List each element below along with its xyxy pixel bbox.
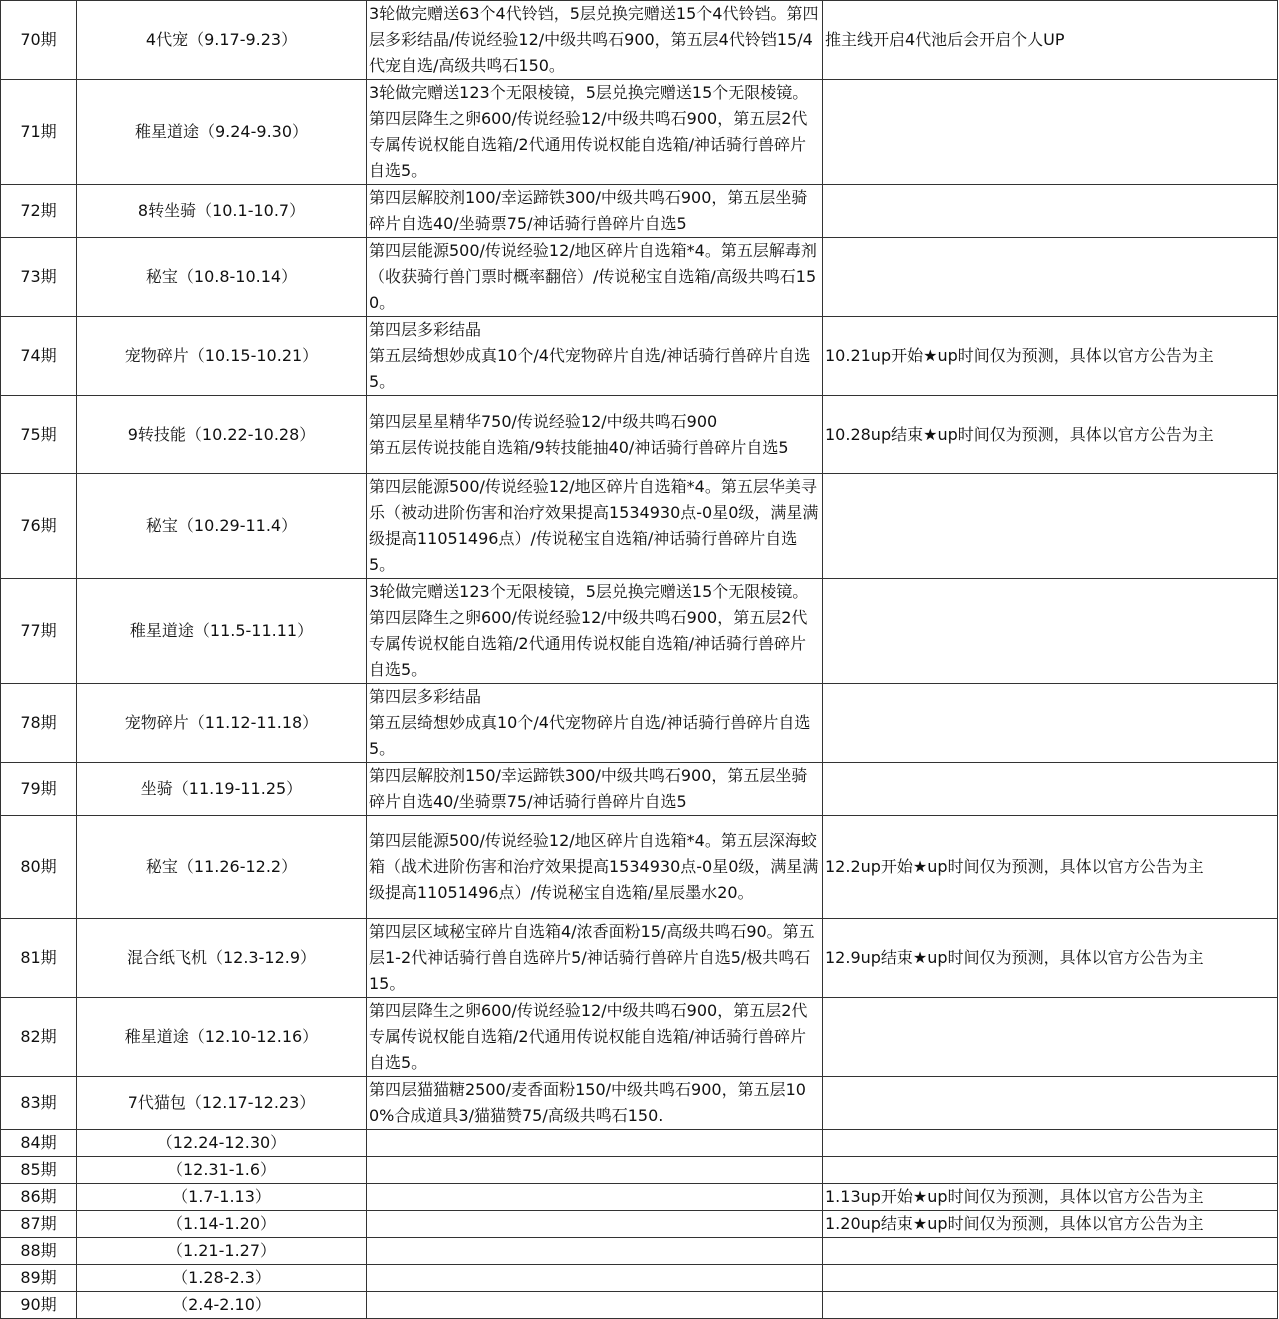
note-cell: 10.28up结束★up时间仅为预测，具体以官方公告为主 xyxy=(823,396,1278,474)
period-cell: 81期 xyxy=(1,919,77,998)
rewards-cell xyxy=(367,1211,823,1238)
rewards-cell xyxy=(367,684,823,763)
rewards-cell xyxy=(367,1265,823,1292)
table-row xyxy=(1,238,1278,317)
period-cell: 74期 xyxy=(1,317,77,396)
note-cell xyxy=(823,1265,1278,1292)
reward-line: 第四层猫猫糖2500/麦香面粉150/中级共鸣石900，第五层100%合成道具3/猫猫赞75/高级共鸣石150. xyxy=(369,1080,806,1125)
rewards-cell xyxy=(367,998,823,1077)
rewards-cell xyxy=(367,317,823,396)
period-cell: 77期 xyxy=(1,579,77,684)
note-cell: 推主线开启4代池后会开启个人UP xyxy=(823,1,1278,80)
reward-line: 第五层传说技能自选箱/9转技能抽40/神话骑行兽碎片自选5 xyxy=(369,437,789,457)
event-cell: 宠物碎片（11.12-11.18） xyxy=(77,684,367,763)
note-cell: 12.9up结束★up时间仅为预测，具体以官方公告为主 xyxy=(823,919,1278,998)
event-cell: （1.28-2.3） xyxy=(77,1265,367,1292)
rewards-cell xyxy=(367,579,823,684)
event-cell: （1.7-1.13） xyxy=(77,1184,367,1211)
table-row xyxy=(1,763,1278,816)
table-row xyxy=(1,1184,1278,1211)
event-cell: 秘宝（10.8-10.14） xyxy=(77,238,367,317)
event-cell: 稚星道途（11.5-11.11） xyxy=(77,579,367,684)
note-cell xyxy=(823,238,1278,317)
period-cell: 78期 xyxy=(1,684,77,763)
rewards-cell xyxy=(367,1292,823,1319)
event-cell: （12.24-12.30） xyxy=(77,1130,367,1157)
reward-line: 第五层绮想妙成真10个/4代宠物碎片自选/神话骑行兽碎片自选5。 xyxy=(369,346,811,391)
event-cell: 秘宝（10.29-11.4） xyxy=(77,474,367,579)
reward-line: 第四层降生之卵600/传说经验12/中级共鸣石900，第五层2代专属传说权能自选箱/2代通用传说权能自选箱/神话骑行兽碎片自选5。 xyxy=(369,1001,808,1072)
note-cell xyxy=(823,474,1278,579)
event-cell: 宠物碎片（10.15-10.21） xyxy=(77,317,367,396)
rewards-cell xyxy=(367,1130,823,1157)
rewards-cell xyxy=(367,185,823,238)
period-cell: 70期 xyxy=(1,1,77,80)
table-row xyxy=(1,919,1278,998)
table-row xyxy=(1,998,1278,1077)
reward-line: 第五层绮想妙成真10个/4代宠物碎片自选/神话骑行兽碎片自选5。 xyxy=(369,713,811,758)
table-row xyxy=(1,1130,1278,1157)
rewards-cell xyxy=(367,1157,823,1184)
note-cell xyxy=(823,1157,1278,1184)
note-cell xyxy=(823,1130,1278,1157)
table-row xyxy=(1,1265,1278,1292)
note-cell xyxy=(823,185,1278,238)
reward-line: 3轮做完赠送123个无限棱镜，5层兑换完赠送15个无限棱镜。第四层降生之卵600/传说经验12/中级共鸣石900，第五层2代专属传说权能自选箱/2代通用传说权能自选箱/神话骑行兽碎片自选5。 xyxy=(369,83,809,180)
reward-line: 第四层星星精华750/传说经验12/中级共鸣石900 xyxy=(369,411,718,431)
note-cell xyxy=(823,1292,1278,1319)
table-row xyxy=(1,317,1278,396)
event-cell: 秘宝（11.26-12.2） xyxy=(77,816,367,919)
reward-line: 3轮做完赠送63个4代铃铛，5层兑换完赠送15个4代铃铛。第四层多彩结晶/传说经验12/中级共鸣石900，第五层4代铃铛15/4代宠自选/高级共鸣石150。 xyxy=(369,4,819,75)
note-cell: 12.2up开始★up时间仅为预测，具体以官方公告为主 xyxy=(823,816,1278,919)
rewards-cell xyxy=(367,80,823,185)
event-cell: （12.31-1.6） xyxy=(77,1157,367,1184)
note-cell: 1.20up结束★up时间仅为预测，具体以官方公告为主 xyxy=(823,1211,1278,1238)
event-cell: （1.14-1.20） xyxy=(77,1211,367,1238)
event-cell: 稚星道途（12.10-12.16） xyxy=(77,998,367,1077)
event-cell: 7代猫包（12.17-12.23） xyxy=(77,1077,367,1130)
table-row xyxy=(1,1238,1278,1265)
period-cell: 85期 xyxy=(1,1157,77,1184)
rewards-cell xyxy=(367,1077,823,1130)
rewards-cell xyxy=(367,816,823,919)
period-cell: 72期 xyxy=(1,185,77,238)
table-row xyxy=(1,1157,1278,1184)
period-cell: 79期 xyxy=(1,763,77,816)
event-cell: 4代宠（9.17-9.23） xyxy=(77,1,367,80)
event-cell: 坐骑（11.19-11.25） xyxy=(77,763,367,816)
reward-line: 3轮做完赠送123个无限棱镜，5层兑换完赠送15个无限棱镜。第四层降生之卵600/传说经验12/中级共鸣石900，第五层2代专属传说权能自选箱/2代通用传说权能自选箱/神话骑行兽碎片自选5。 xyxy=(369,582,809,679)
period-cell: 75期 xyxy=(1,396,77,474)
reward-line: 第四层能源500/传说经验12/地区碎片自选箱*4。第五层解毒剂（收获骑行兽门票时概率翻倍）/传说秘宝自选箱/高级共鸣石150。 xyxy=(369,241,817,312)
period-cell: 71期 xyxy=(1,80,77,185)
note-cell xyxy=(823,1077,1278,1130)
event-cell: （1.21-1.27） xyxy=(77,1238,367,1265)
table-row xyxy=(1,1211,1278,1238)
rewards-cell xyxy=(367,919,823,998)
reward-line: 第四层多彩结晶 xyxy=(369,687,482,706)
note-cell xyxy=(823,579,1278,684)
reward-line: 第四层解胶剂150/幸运蹄铁300/中级共鸣石900，第五层坐骑碎片自选40/坐骑票75/神话骑行兽碎片自选5 xyxy=(369,766,808,811)
note-cell xyxy=(823,80,1278,185)
table-row xyxy=(1,1077,1278,1130)
period-cell: 73期 xyxy=(1,238,77,317)
period-cell: 82期 xyxy=(1,998,77,1077)
note-cell xyxy=(823,998,1278,1077)
period-cell: 80期 xyxy=(1,816,77,919)
note-cell: 1.13up开始★up时间仅为预测，具体以官方公告为主 xyxy=(823,1184,1278,1211)
reward-line: 第四层能源500/传说经验12/地区碎片自选箱*4。第五层深海蛟箱（战术进阶伤害和治疗效果提高1534930点-0星0级，满星满级提高11051496点）/传说秘宝自选箱/星辰墨水20。 xyxy=(369,831,819,902)
table-row xyxy=(1,396,1278,474)
table-row xyxy=(1,816,1278,919)
reward-line: 第四层多彩结晶 xyxy=(369,320,482,339)
table-row xyxy=(1,80,1278,185)
period-cell: 86期 xyxy=(1,1184,77,1211)
rewards-cell xyxy=(367,474,823,579)
period-cell: 84期 xyxy=(1,1130,77,1157)
rewards-cell xyxy=(367,396,823,474)
period-cell: 89期 xyxy=(1,1265,77,1292)
rewards-cell xyxy=(367,1238,823,1265)
schedule-table-body xyxy=(1,1,1278,1319)
table-row xyxy=(1,579,1278,684)
event-cell: 9转技能（10.22-10.28） xyxy=(77,396,367,474)
period-cell: 88期 xyxy=(1,1238,77,1265)
period-cell: 83期 xyxy=(1,1077,77,1130)
note-cell xyxy=(823,763,1278,816)
table-row xyxy=(1,1,1278,80)
event-cell: 混合纸飞机（12.3-12.9） xyxy=(77,919,367,998)
table-row xyxy=(1,684,1278,763)
rewards-cell xyxy=(367,1,823,80)
rewards-cell xyxy=(367,238,823,317)
rewards-cell xyxy=(367,763,823,816)
period-cell: 76期 xyxy=(1,474,77,579)
table-row xyxy=(1,185,1278,238)
event-cell: 8转坐骑（10.1-10.7） xyxy=(77,185,367,238)
table-row xyxy=(1,474,1278,579)
event-cell: （2.4-2.10） xyxy=(77,1292,367,1319)
reward-line: 第四层区域秘宝碎片自选箱4/浓香面粉15/高级共鸣石90。第五层1-2代神话骑行兽自选碎片5/神话骑行兽碎片自选5/极共鸣石15。 xyxy=(369,922,815,993)
period-cell: 90期 xyxy=(1,1292,77,1319)
rewards-cell xyxy=(367,1184,823,1211)
event-cell: 稚星道途（9.24-9.30） xyxy=(77,80,367,185)
period-cell: 87期 xyxy=(1,1211,77,1238)
note-cell: 10.21up开始★up时间仅为预测，具体以官方公告为主 xyxy=(823,317,1278,396)
reward-line: 第四层解胶剂100/幸运蹄铁300/中级共鸣石900，第五层坐骑碎片自选40/坐骑票75/神话骑行兽碎片自选5 xyxy=(369,188,808,233)
table-row xyxy=(1,1292,1278,1319)
note-cell xyxy=(823,684,1278,763)
reward-line: 第四层能源500/传说经验12/地区碎片自选箱*4。第五层华美寻乐（被动进阶伤害和治疗效果提高1534930点-0星0级，满星满级提高11051496点）/传说秘宝自选箱/神话骑行兽碎片自选5。 xyxy=(369,477,819,574)
note-cell xyxy=(823,1238,1278,1265)
